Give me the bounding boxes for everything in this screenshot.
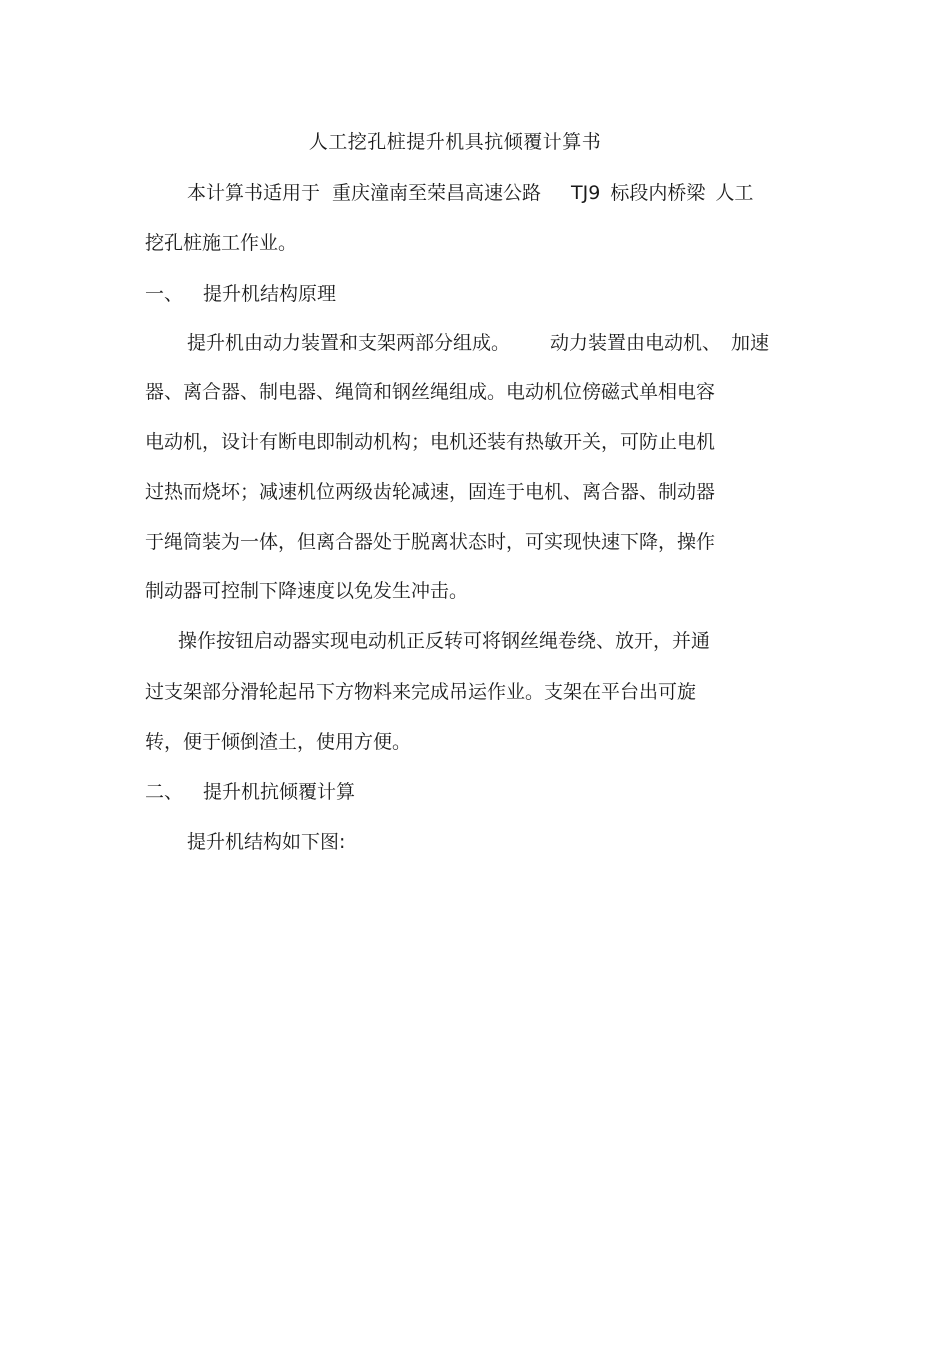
s1-p1-line-5: 于绳筒装为一体，但离合器处于脱离状态时，可实现快速下降，操作 bbox=[145, 531, 716, 553]
s1-p1-line-6: 制动器可控制下降速度以免发生冲击。 bbox=[145, 580, 469, 602]
s1-p2-line-1: 操作按钮启动器实现电动机正反转可将钢丝绳卷绕、放开，并通 bbox=[178, 630, 711, 652]
section-2-number: 二、 bbox=[145, 781, 184, 803]
section-1-number: 一、 bbox=[145, 283, 184, 305]
intro-text-d: 标段内桥梁 bbox=[610, 182, 706, 204]
section-2-heading bbox=[145, 779, 355, 805]
section-1-heading bbox=[145, 281, 336, 307]
s1-p2-line-3: 转，便于倾倒渣土，使用方便。 bbox=[145, 731, 412, 753]
s1-p1-line-3: 电动机，设计有断电即制动机构；电机还装有热敏开关，可防止电机 bbox=[145, 431, 716, 453]
intro-text-c: TJ9 bbox=[571, 182, 601, 204]
intro-text-e: 人工 bbox=[715, 182, 754, 204]
s1-p2-line-2: 过支架部分滑轮起吊下方物料来完成吊运作业。支架在平台出可旋 bbox=[145, 681, 697, 703]
s1-p1-text-a: 提升机由动力装置和支架两部分组成。 bbox=[187, 332, 511, 354]
intro-text-b: 重庆潼南至荣昌高速公路 bbox=[332, 182, 542, 204]
s1-p1-text-b: 动力装置由电动机、 bbox=[550, 332, 722, 354]
s1-p1-line-2: 器、离合器、制电器、绳筒和钢丝绳组成。电动机位傍磁式单相电容 bbox=[145, 381, 716, 403]
intro-line-2: 挖孔桩施工作业。 bbox=[145, 232, 298, 254]
section-2-title: 提升机抗倾覆计算 bbox=[203, 781, 356, 803]
intro-line-1 bbox=[187, 180, 753, 206]
intro-text-a: 本计算书适用于 bbox=[187, 182, 321, 204]
s1-p1-line-1 bbox=[187, 330, 769, 356]
s1-p1-line-4: 过热而烧坏；减速机位两级齿轮减速，固连于电机、离合器、制动器 bbox=[145, 481, 716, 503]
s1-p1-text-c: 加速 bbox=[731, 332, 770, 354]
section-1-title: 提升机结构原理 bbox=[203, 283, 337, 305]
document-title: 人工挖孔桩提升机具抗倾覆计算书 bbox=[308, 131, 602, 153]
s2-p1-line-1: 提升机结构如下图: bbox=[187, 831, 346, 853]
